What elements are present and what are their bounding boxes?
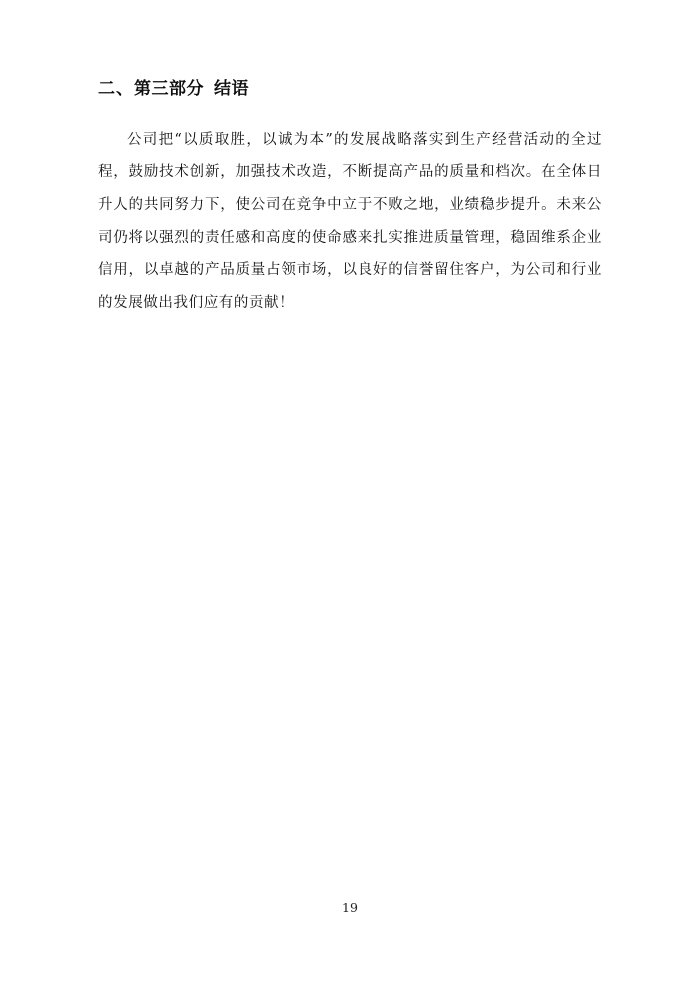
section-heading-title: 结语	[214, 79, 249, 99]
body-paragraph: 公司把“以质取胜，以诚为本”的发展战略落实到生产经营活动的全过程，鼓励技术创新，加强技术改造，不断提高产品的质量和档次。在全体日升人的共同努力下，使公司在竞争中立于不败之地，业绩稳步提升。未来公司仍将以强烈的责任感和高度的使命感来扎实推进质量管理，稳固维系企业信用，以卓越的产品质量占领市场，以良好的信誉留住客户，为公司和行业的发展做出我们应有的贡献！	[98, 131, 602, 311]
page-content	[98, 78, 602, 320]
page-number: 19	[342, 900, 358, 915]
section-heading-part: 第三部分	[134, 79, 204, 99]
section-heading-number: 二、	[98, 79, 134, 99]
section-heading	[98, 78, 602, 102]
